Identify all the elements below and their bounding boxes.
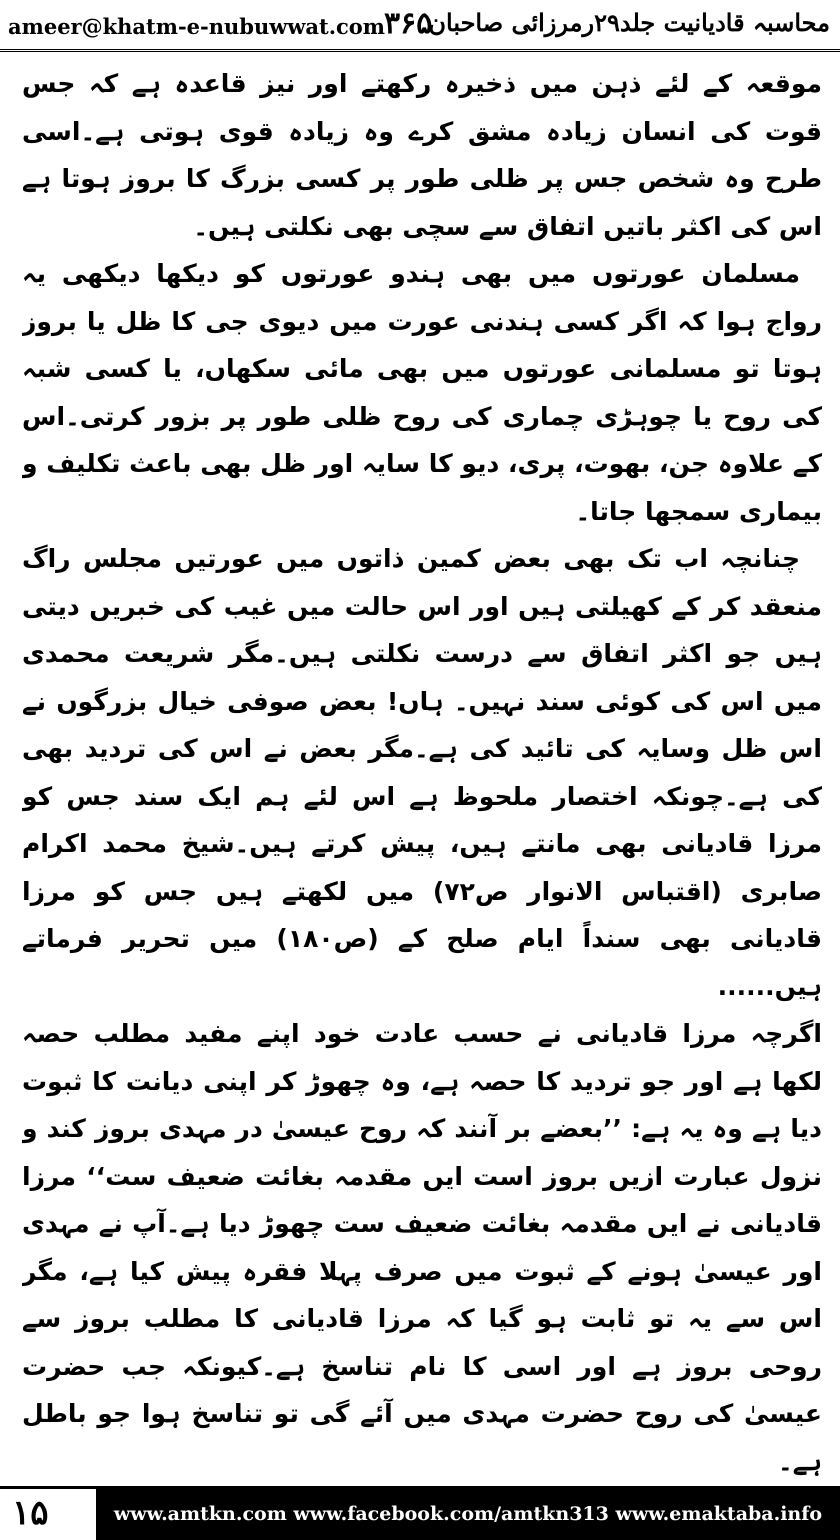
header-email: ameer@khatm-e-nubuwwat.com	[8, 14, 386, 39]
paragraph-2: مسلمان عورتوں میں بھی ہندو عورتوں کو دیکھا دیکھی یہ رواج ہوا کہ اگر کسی ہندنی عورت میں دیوی جی کا ظل یا بروز ہوتا تو مسلمانی عورتوں میں بھی مائی سکھاں، یا کسی شبہ کی روح یا چوہڑی چماری کی روح ظلی طور پر بزور کرتی۔اس کے علاوہ جن، بھوت، پری، دیو کا سایہ اور ظل بھی باعث تکلیف و بیماری سمجھا جاتا۔	[22, 259, 822, 526]
header-page-number: ۳۶۵	[384, 6, 433, 41]
footer-page-number: ۱۵	[12, 1493, 49, 1533]
header-book-title: محاسبہ قادیانیت جلد۲۹رمرزائی صاحبان	[428, 8, 830, 37]
paragraph-4: اگرچہ مرزا قادیانی نے حسب عادت خود اپنے مفید مطلب حصہ لکھا ہے اور جو تردید کا حصہ ہے، وہ چھوڑ کر اپنی دیانت کا ثبوت دیا ہے وہ یہ ہے: ’’بعضے بر آنند کہ روح عیسیٰ در مہدی بروز کند و نزول عبارت ازیں بروز است ایں مقدمہ بغائت ضعیف ست‘‘ مرزا قادیانی نے ایں مقدمہ بغائت ضعیف ست چھوڑ دیا ہے۔آپ نے مہدی اور عیسیٰ ہونے کے ثبوت میں صرف پہلا فقرہ پیش کیا ہے، مگر اس سے یہ تو ثابت ہو گیا کہ مرزا قادیانی کا مطلب بروز سے روحی بروز ہے اور اسی کا نام تناسخ ہے۔کیونکہ جب حضرت عیسیٰ کی روح حضرت مہدی میں آئے گی تو تناسخ ہوا جو باطل ہے۔	[22, 1019, 822, 1476]
paragraph-1: موقعہ کے لئے ذہن میں ذخیرہ رکھتے اور نیز قاعدہ ہے کہ جس قوت کی انسان زیادہ مشق کرے وہ زیادہ قوی ہوتی ہے۔اسی طرح وہ شخص جس پر ظلی طور پر کسی بزرگ کا بروز ہوتا ہے اس کی اکثر باتیں اتفاق سے سچی بھی نکلتی ہیں۔	[22, 69, 822, 241]
paragraph-3: چنانچہ اب تک بھی بعض کمین ذاتوں میں عورتیں مجلس راگ منعقد کر کے کھیلتی ہیں اور اس حالت میں غیب کی خبریں دیتی ہیں جو اکثر اتفاق سے درست نکلتی ہیں۔مگر شریعت محمدی میں اس کی کوئی سند نہیں۔ ہاں! بعض صوفی خیال بزرگوں نے اس ظل وسایہ کی تائید کی ہے۔مگر بعض نے اس کی تردید بھی کی ہے۔چونکہ اختصار ملحوظ ہے اس لئے ہم ایک سند جس کو مرزا قادیانی بھی مانتے ہیں، پیش کرتے ہیں۔شیخ محمد اکرام صابری (اقتباس الانوار ص۷۲) میں لکھتے ہیں جس کو مرزا قادیانی بھی سنداً ایام صلح کے (ص۱۸۰) میں تحریر فرماتے ہیں......	[22, 544, 822, 1001]
page-footer	[0, 1486, 840, 1540]
page-header	[0, 0, 840, 52]
footer-links-bar: www.amtkn.com www.facebook.com/amtkn313 www.emaktaba.info	[96, 1489, 840, 1540]
page-body	[22, 60, 822, 1480]
